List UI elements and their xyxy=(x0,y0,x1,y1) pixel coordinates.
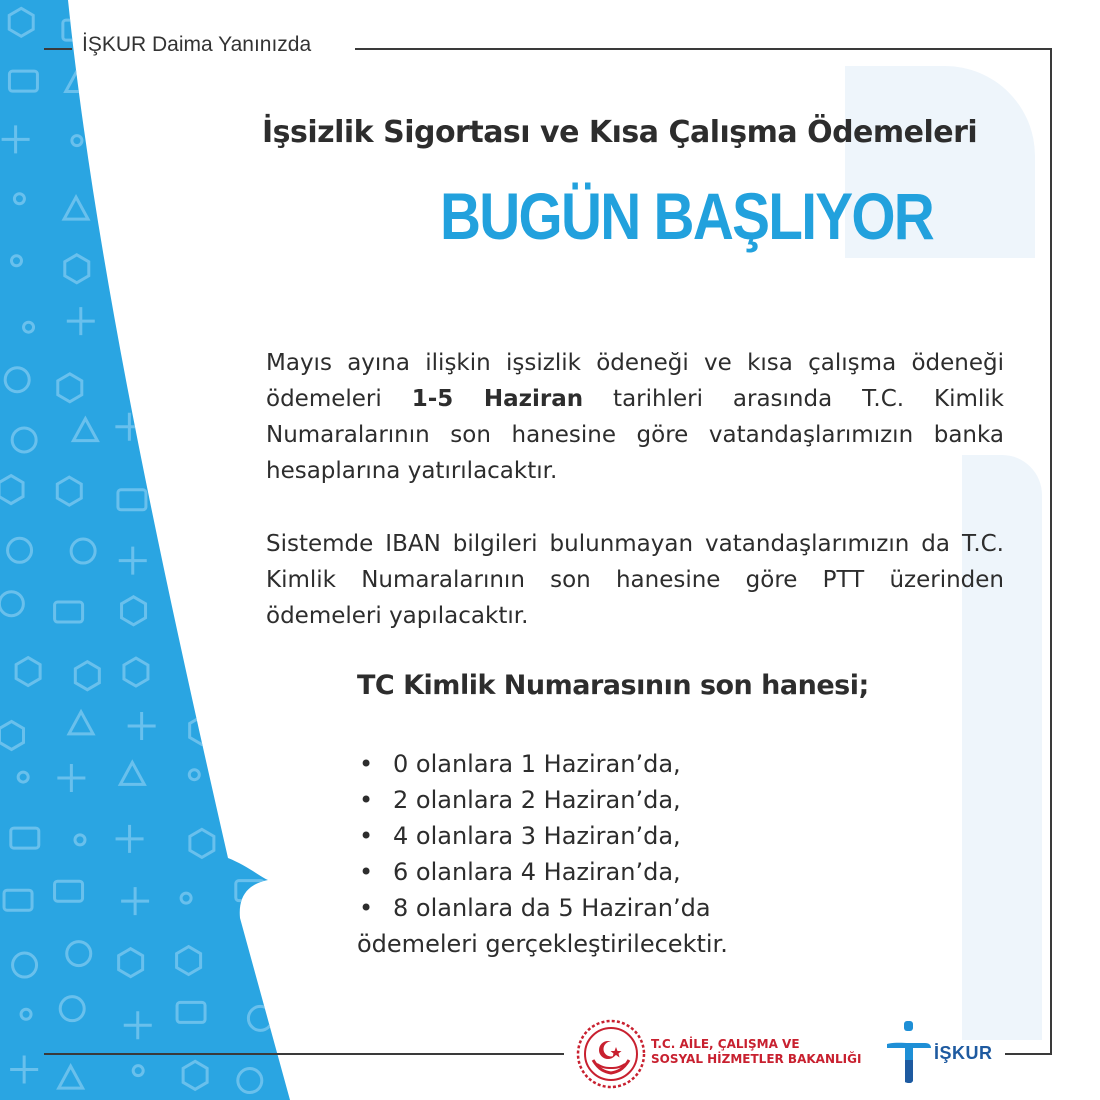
pattern-icon xyxy=(123,243,147,271)
date-range-bold: 1-5 Haziran xyxy=(411,386,584,412)
paragraph-ptt: Sistemde IBAN bilgileri bulunmayan vatandaşlarımızın da T.C. Kimlik Numaralarının son hanesine göre PTT üzerinden ödemeleri yapılacaktır. xyxy=(266,531,1004,629)
pattern-icon xyxy=(250,670,260,680)
ministry-emblem-icon xyxy=(575,1018,647,1090)
paragraph-payment-dates xyxy=(266,345,1004,489)
tagline: İŞKUR Daima Yanınızda xyxy=(82,33,312,56)
pattern-icon xyxy=(120,305,144,329)
frame-top xyxy=(355,48,1052,50)
pattern-icon xyxy=(117,186,141,208)
page-title: İşsizlik Sigortası ve Kısa Çalışma Ödemeleri xyxy=(262,115,978,150)
pattern-icon xyxy=(181,85,205,109)
headline: BUGÜN BAŞLIYOR xyxy=(440,179,934,253)
bullet-icon: • xyxy=(359,786,374,814)
bullet-icon: • xyxy=(359,822,374,850)
pattern-icon xyxy=(185,245,213,265)
closing-text: ödemeleri gerçekleştirilecektir. xyxy=(357,930,728,958)
pattern-icon xyxy=(233,830,257,854)
paragraph-text: tarihleri arasında T.C. Kimlik Numaralarının son hanesine göre vatandaşlarımızın banka hesaplarına yatırılacaktır. xyxy=(266,386,1005,484)
pattern-icon xyxy=(177,129,205,157)
pattern-icon xyxy=(236,79,264,99)
list-item-text: 2 olanlara 2 Haziran’da, xyxy=(393,786,681,814)
pattern-icon xyxy=(243,259,271,279)
list-item-text: 4 olanlara 3 Haziran’da, xyxy=(393,822,681,850)
ministry-line1: T.C. AİLE, ÇALIŞMA VE xyxy=(651,1037,800,1051)
bullet-icon: • xyxy=(359,858,374,886)
pattern-icon xyxy=(242,363,252,373)
list-item xyxy=(357,854,711,890)
pattern-icon xyxy=(175,472,199,496)
pattern-icon xyxy=(233,315,261,343)
pattern-icon xyxy=(172,425,196,449)
bullet-icon: • xyxy=(359,894,374,922)
frame-bottom-right xyxy=(1005,1053,1052,1055)
frame-bottom xyxy=(44,1053,564,1055)
list-title: TC Kimlik Numarasının son hanesi; xyxy=(357,670,869,701)
list-item xyxy=(357,890,711,926)
pattern-icon xyxy=(178,314,206,334)
pattern-icon xyxy=(190,603,200,613)
pattern-icon xyxy=(175,370,199,398)
pattern-icon xyxy=(232,546,256,574)
iskur-wordmark: İŞKUR xyxy=(934,1043,993,1063)
ministry-line2: SOSYAL HİZMETLER BAKANLIĞI xyxy=(651,1052,862,1066)
pattern-icon xyxy=(133,85,157,109)
pattern-icon xyxy=(234,773,258,801)
pattern-icon xyxy=(256,951,266,961)
list-item xyxy=(357,746,711,782)
payment-schedule-list xyxy=(357,746,711,926)
bullet-icon: • xyxy=(359,750,374,778)
pattern-icon xyxy=(232,480,256,502)
iskur-logo-icon xyxy=(885,1020,935,1084)
ministry-name xyxy=(651,1037,861,1067)
list-item xyxy=(357,818,711,854)
pattern-icon xyxy=(237,713,261,737)
pattern-icon xyxy=(183,533,211,561)
pattern-icon xyxy=(188,655,216,683)
pattern-icon xyxy=(244,193,268,221)
pattern-icon xyxy=(121,127,145,149)
list-item-text: 0 olanlara 1 Haziran’da, xyxy=(393,750,681,778)
pattern-icon xyxy=(131,366,155,394)
list-item xyxy=(357,782,711,818)
frame-right xyxy=(1050,48,1052,1054)
frame-top-left xyxy=(44,48,72,50)
paragraph-text: Mayıs ayına ilişkin işsizlik ödeneği ve kısa çalışma ödeneği ödemeleri xyxy=(266,350,1004,412)
list-item-text: 6 olanlara 4 Haziran’da, xyxy=(393,858,681,886)
list-item-text: 8 olanlara da 5 Haziran’da xyxy=(393,894,711,922)
pattern-icon xyxy=(174,181,198,209)
